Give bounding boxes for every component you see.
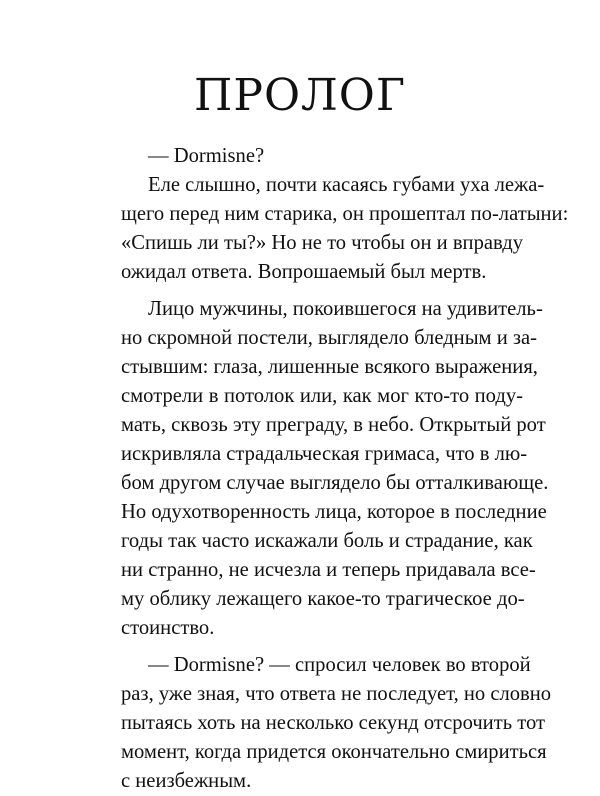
chapter-title: ПРОЛОГ [194,70,406,121]
text-line: щего перед ним старика, он прошептал по-латыни: [121,203,569,225]
text-line: — Dormisne? — спросил человек во второй [148,654,531,676]
chapter-body [121,142,569,796]
text-line: стывшим: глаза, лишенные всякого выражения, [121,356,538,378]
text-line: искривляла страдальческая гримаса, что в лю- [121,443,528,465]
text-line: Но одухотворенность лица, которое в последние [121,501,547,523]
text-line: момент, когда придется окончательно смириться [121,741,547,763]
text-line: ожидал ответа. Вопрошаемый был мертв. [121,261,487,283]
text-line: мать, сквозь эту преграду, в небо. Открытый рот [121,414,546,436]
text-line: — Dormisne? [148,145,265,167]
text-line: Лицо мужчины, покоившегося на удивитель- [148,298,543,320]
text-line: бом другом случае выглядело бы отталкивающе. [121,472,549,494]
text-line: с неизбежным. [121,770,252,792]
text-line: «Спишь ли ты?» Но не то чтобы он и вправду [121,232,523,254]
text-line: му облику лежащего какое-то трагическое до- [121,588,525,610]
text-line: пытаясь хоть на несколько секунд отсрочить тот [121,712,546,734]
text-line: но скромной постели, выглядело бледным и за- [121,327,538,349]
text-line: смотрели в потолок или, как мог кто-то поду- [121,385,523,407]
text-line: годы так часто искажали боль и страдание, как [121,530,533,552]
text-line: стоинство. [121,617,215,639]
text-line: ни странно, не исчезла и теперь придавала все- [121,559,536,581]
text-line: раз, уже зная, что ответа не последует, но словно [121,683,552,705]
text-line: Еле слышно, почти касаясь губами уха лежа- [148,174,545,196]
